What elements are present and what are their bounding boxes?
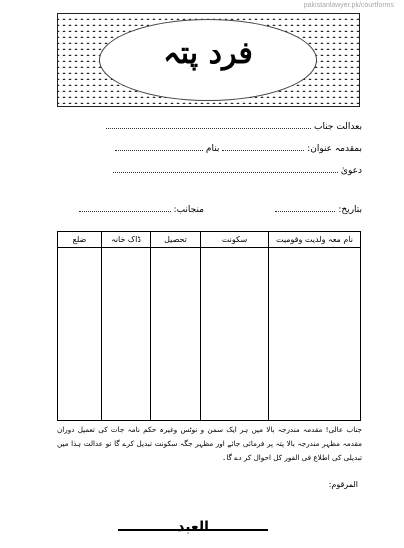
form-title: فرد پتہ [163,36,253,71]
from-line [79,203,204,215]
col-residence-header: سکونت [201,232,269,248]
date-field[interactable] [275,203,335,212]
dated-label: المرقوم: [328,480,358,489]
table-body-row [58,248,361,421]
signature-label: العبد [177,519,209,535]
from-field[interactable] [79,203,171,212]
court-line [106,120,362,132]
case-label: بمقدمہ عنوان: [307,144,362,154]
title-oval [100,20,316,100]
address-table [57,231,361,421]
from-label: منجانب: [173,205,204,215]
claim-line [113,164,362,176]
claim-field[interactable] [113,164,338,173]
court-label: بعدالت جناب [313,122,362,132]
notice-paragraph: جناب عالی! مقدمہ مندرجہ بالا میں ہر ایک سمن و نوٹس وغیرہ حکم نامہ جات کی تعمیل دوران مقدمہ مظہر مندرجہ بالا پتہ پر فرمائی جائے اور مظہر جگہ سکونت تبدیل کرے گا تو عدالت ہذا میں تبدیلی کی اطلاع فی الفور کل احوال کر دے گا۔ [57,425,362,462]
name-cell[interactable] [269,248,361,421]
plaintiff-field[interactable] [222,142,304,151]
col-district-header: ضلع [58,232,102,248]
title-banner [57,13,360,107]
table-header-row [58,232,361,248]
site-watermark: pakistanlawyer.pk/courtforms [303,2,394,9]
court-field[interactable] [106,120,311,129]
col-post-office-header: ڈاک خانہ [102,232,151,248]
defendant-field[interactable] [115,142,203,151]
residence-cell[interactable] [201,248,269,421]
signature-line [118,519,268,539]
col-tehsil-header: تحصیل [151,232,201,248]
claim-label: دعویٰ [340,166,362,176]
tehsil-cell[interactable] [151,248,201,421]
col-name-header: نام معہ ولدیت وقومیت [269,232,361,248]
case-title-line [115,142,362,154]
date-line [275,203,362,215]
date-label: بتاریخ: [338,205,362,215]
post-office-cell[interactable] [102,248,151,421]
district-cell[interactable] [58,248,102,421]
versus-label: بنام [205,144,220,154]
